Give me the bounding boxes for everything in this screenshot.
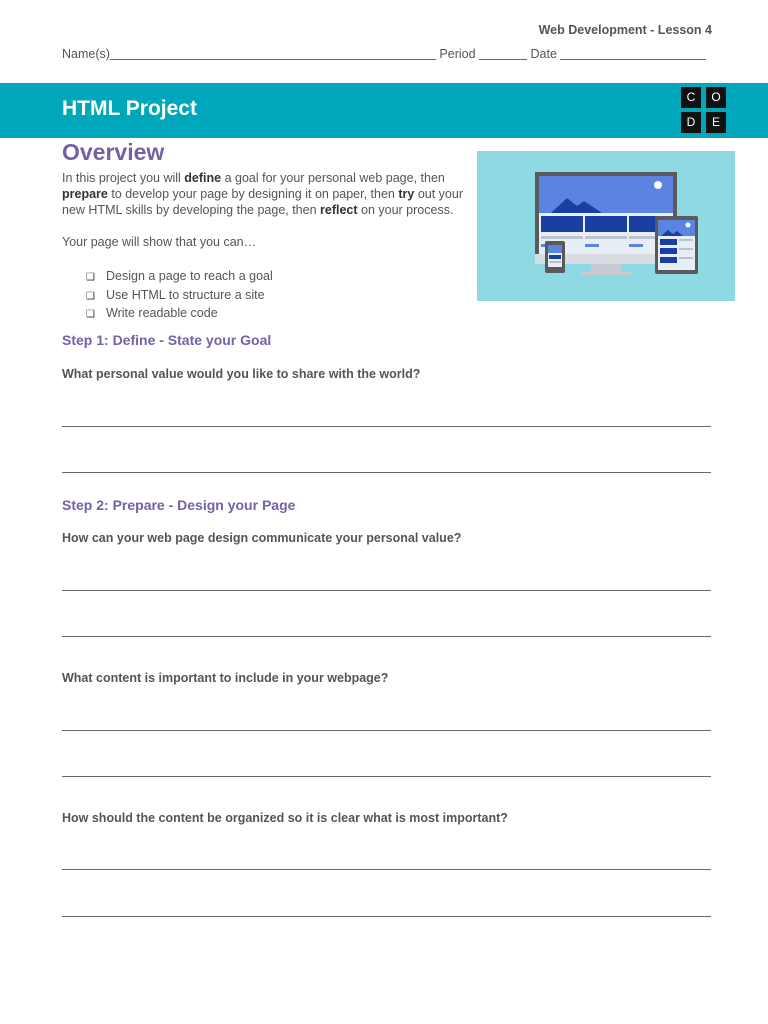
goal-item — [86, 287, 273, 306]
logo-letter-c: C — [681, 87, 701, 108]
answer-line[interactable] — [62, 590, 711, 591]
date-label: Date — [530, 47, 557, 61]
intro-text-4: out your new HTML skills by developing the page, then — [62, 187, 463, 217]
title-banner — [0, 83, 768, 138]
answer-line[interactable] — [62, 426, 711, 427]
logo-letter-e: E — [706, 112, 726, 133]
sun-icon — [654, 181, 662, 189]
logo-letter-o: O — [706, 87, 726, 108]
step1-heading: Step 1: Define - State your Goal — [62, 332, 272, 348]
answer-line[interactable] — [62, 916, 711, 917]
logo-letter-d: D — [681, 112, 701, 133]
period-blank[interactable] — [479, 47, 527, 60]
checkbox-icon[interactable]: ❑ — [86, 272, 95, 283]
answer-line[interactable] — [62, 636, 711, 637]
goal-label: Design a page to reach a goal — [106, 269, 273, 283]
answer-line[interactable] — [62, 776, 711, 777]
overview-intro — [62, 170, 474, 218]
goal-label: Write readable code — [106, 306, 218, 320]
answer-line[interactable] — [62, 730, 711, 731]
step2-question-3: How should the content be organized so it is clear what is most important? — [62, 811, 508, 825]
intro-text-5: on your process. — [357, 203, 454, 217]
devices-graphic — [477, 151, 735, 301]
goal-item — [86, 268, 273, 287]
step2-heading: Step 2: Prepare - Design your Page — [62, 497, 296, 513]
responsive-devices-illustration — [477, 151, 735, 301]
intro-bold-try: try — [398, 187, 415, 201]
can-show-text: Your page will show that you can… — [62, 235, 257, 249]
code-org-logo — [681, 87, 727, 135]
answer-line[interactable] — [62, 472, 711, 473]
intro-bold-define: define — [184, 171, 222, 185]
checkbox-icon[interactable]: ❑ — [86, 290, 95, 302]
step1-question: What personal value would you like to share with the world? — [62, 367, 421, 381]
intro-bold-prepare: prepare — [62, 187, 108, 201]
goal-label: Use HTML to structure a site — [106, 287, 265, 302]
checkbox-icon[interactable]: ❑ — [86, 309, 95, 320]
step2-question-2: What content is important to include in your webpage? — [62, 671, 389, 685]
period-label: Period — [439, 47, 476, 61]
goal-item — [86, 305, 273, 324]
intro-text-3: to develop your page by designing it on paper, then — [107, 187, 399, 201]
step2-question-1: How can your web page design communicate your personal value? — [62, 531, 462, 545]
lesson-label: Web Development - Lesson 4 — [538, 23, 712, 37]
name-period-date-row — [62, 47, 712, 61]
intro-bold-reflect: reflect — [320, 203, 358, 217]
name-label: Name(s) — [62, 47, 110, 61]
name-blank[interactable] — [110, 47, 436, 60]
overview-heading: Overview — [62, 139, 165, 165]
answer-line[interactable] — [62, 869, 711, 870]
date-blank[interactable] — [560, 47, 706, 60]
goals-checklist — [86, 268, 273, 324]
intro-text-2: a goal for your personal web page, then — [221, 171, 445, 185]
page-title: HTML Project — [62, 97, 197, 120]
intro-text-1: In this project you will — [62, 171, 185, 185]
